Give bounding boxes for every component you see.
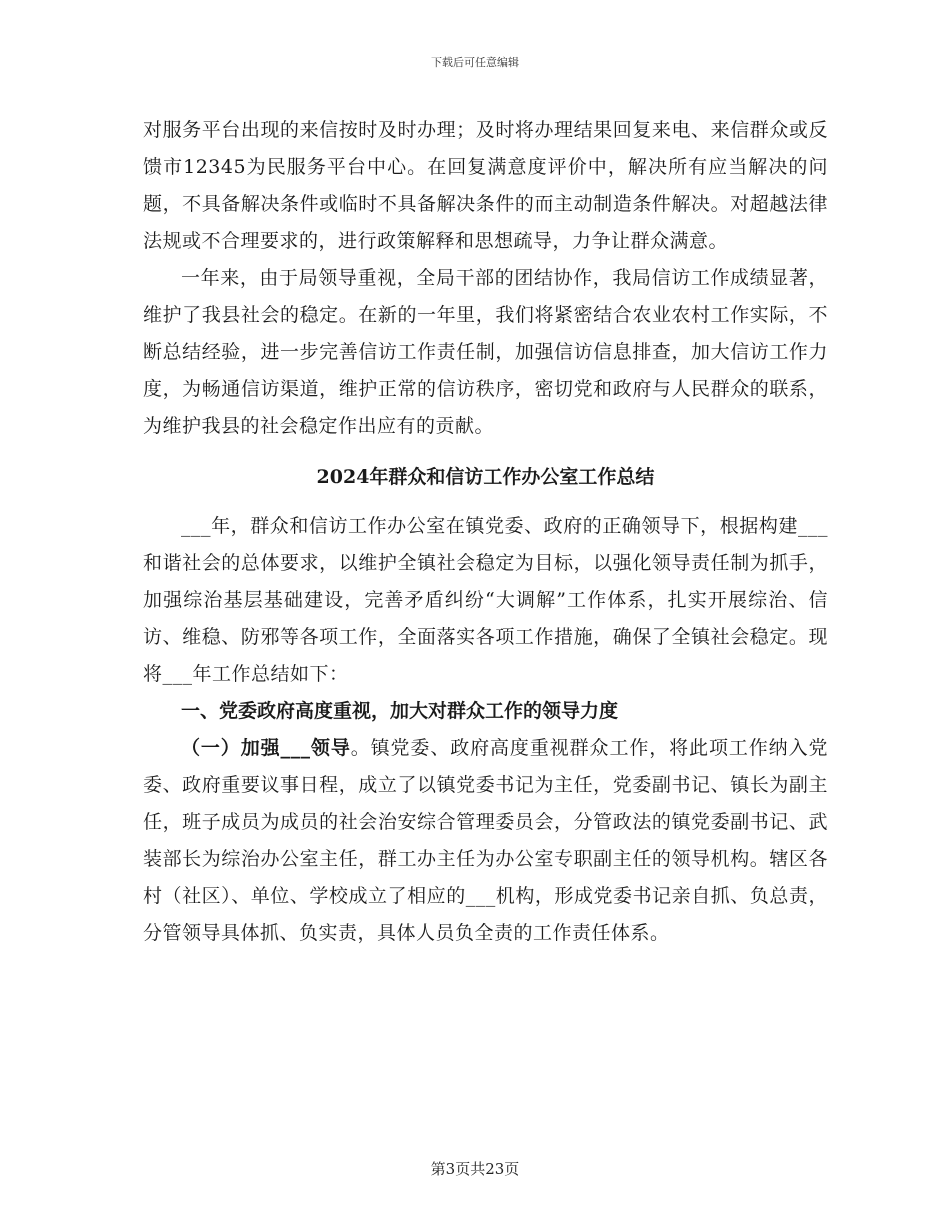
- document-body: [143, 112, 828, 952]
- section-title: 2024年群众和信访工作办公室工作总结: [316, 466, 655, 488]
- paragraph-intro: ___年，群众和信访工作办公室在镇党委、政府的正确领导下，根据构建___和谐社会的总体要求，以维护全镇社会稳定为目标，以强化领导责任制为抓手，加强综治基层基础建设，完善矛盾纠纷“大调解”工作体系，扎实开展综治、信访、维稳、防邪等各项工作，全面落实各项工作措施，确保了全镇社会稳定。现将___年工作总结如下：: [143, 515, 828, 685]
- page-number: 第3页共23页: [430, 1160, 520, 1178]
- sub-body: 。镇党委、政府高度重视群众工作，将此项工作纳入党委、政府重要议事日程，成立了以镇党委书记为主任，党委副书记、镇长为副主任，班子成员为成员的社会治安综合管理委员会，分管政法的镇党委副书记、武装部长为综治办公室主任，群工办主任为办公室专职副主任的领导机构。辖区各村（社区）、单位、学校成立了相应的___机构，形成党委书记亲自抓、负总责，分管领导具体抓、负实责，具体人员负全责的工作责任体系。: [143, 737, 828, 944]
- heading-1: 一、党委政府高度重视，加大对群众工作的领导力度: [181, 700, 619, 722]
- paragraph-summary: 一年来，由于局领导重视，全局干部的团结协作，我局信访工作成绩显著，维护了我县社会的稳定。在新的一年里，我们将紧密结合农业农村工作实际，不断总结经验，进一步完善信访工作责任制，加强信访信息排查，加大信访工作力度，为畅通信访渠道，维护正常的信访秩序，密切党和政府与人民群众的联系，为维护我县的社会稳定作出应有的贡献。: [143, 267, 828, 437]
- paragraph-continued: 对服务平台出现的来信按时及时办理；及时将办理结果回复来电、来信群众或反馈市12345为民服务平台中心。在回复满意度评价中，解决所有应当解决的问题，不具备解决条件或临时不具备解决条件的而主动制造条件解决。对超越法律法规或不合理要求的，进行政策解释和思想疏导，力争让群众满意。: [143, 119, 828, 252]
- sub-lead: （一）加强___领导: [181, 737, 351, 759]
- header-note: 下载后可任意编辑: [431, 56, 519, 69]
- paragraph-leadership: [143, 730, 828, 952]
